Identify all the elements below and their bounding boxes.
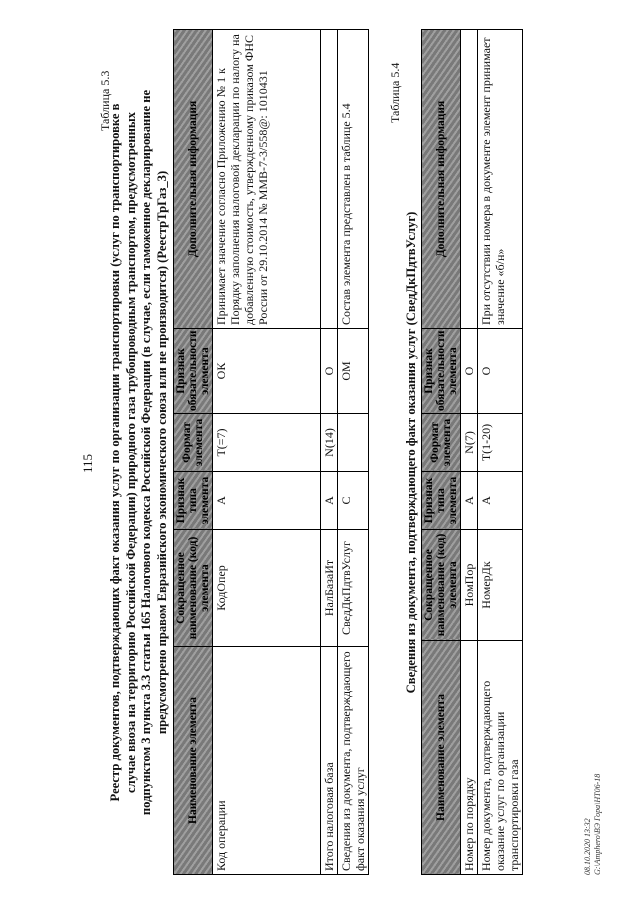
table-5-4 — [421, 29, 523, 875]
header-cell: Наименование элемента — [422, 641, 461, 875]
cell-name: Номер документа, подтверждающего оказание услуг по организации транспортировки газа — [478, 641, 523, 875]
cell-type: А — [478, 472, 523, 530]
header-cell: Дополнительная информация — [422, 30, 461, 329]
cell-format: N(7) — [461, 414, 478, 472]
table-header-row — [422, 30, 461, 875]
table-row — [321, 30, 338, 875]
header-cell: Признак типа элемента — [174, 472, 213, 530]
cell-required: О — [461, 329, 478, 414]
cell-code: НомПор — [461, 530, 478, 641]
cell-info: Принимает значение согласно Приложению № 1 к Порядку заполнения налоговой декларации по налогу на добавленную стоимость, утвержденному приказом ФНС России от 29.10.2014 № ММВ-7-3/558@: 1010431 — [213, 30, 321, 329]
cell-code: КодОпер — [213, 530, 321, 647]
title-line: подпунктом 3 пункта 3.3 статьи 165 Налогового кодекса Российской Федерации (в случае, если таможенное декларирование не — [139, 89, 153, 816]
cell-required: ОК — [213, 329, 321, 414]
table-row — [338, 30, 369, 875]
cell-type: А — [321, 472, 338, 530]
header-cell: Сокращенное наименование (код) элемента — [422, 530, 461, 641]
cell-required: О — [321, 329, 338, 414]
cell-name: Итого налоговая база — [321, 647, 338, 875]
header-cell: Формат элемента — [174, 414, 213, 472]
cell-type: С — [338, 472, 369, 530]
table-row — [213, 30, 321, 875]
header-cell: Наименование элемента — [174, 647, 213, 875]
table-row — [478, 30, 523, 875]
title-line: предусмотрено правом Евразийского экономического союза или не производится) (РеестрТрГаз_3) — [154, 170, 169, 735]
footer-path: G:\Amphero\ВЭ Гора\НТ06-18 — [593, 773, 602, 875]
table-header-row — [174, 30, 213, 875]
cell-code: НалБазаИт — [321, 530, 338, 647]
footer-stamp — [583, 774, 603, 875]
footer-date: 08.10.2020 13:32 — [583, 818, 592, 875]
table-5-3 — [173, 29, 369, 875]
header-cell: Формат элемента — [422, 414, 461, 472]
page-number: 115 — [80, 453, 95, 473]
table-5-3-title — [108, 30, 170, 875]
cell-format: N(14) — [321, 414, 338, 472]
header-cell: Сокращенное наименование (код) элемента — [174, 530, 213, 647]
cell-info: При отсутствии номера в документе элемент принимает значение «б/н» — [478, 30, 523, 329]
cell-type: А — [461, 472, 478, 530]
table-row — [461, 30, 478, 875]
title-line: случае ввоза на территорию Российской Федерации) природного газа трубопроводным транспортом, предусмотренных — [123, 112, 138, 793]
header-cell: Признак обязательности элемента — [174, 329, 213, 414]
table-5-3-caption: Таблица 5.3 — [98, 70, 112, 131]
cell-format: Т(=7) — [213, 414, 321, 472]
cell-info: Состав элемента представлен в таблице 5.4 — [338, 30, 369, 329]
cell-code: НомерДк — [478, 530, 523, 641]
title-line: Реестр документов, подтверждающих факт оказания услуг по организации транспортировки (услуг по транспортировке в — [108, 103, 122, 802]
cell-info — [321, 30, 338, 329]
cell-info — [461, 30, 478, 329]
cell-format: Т(1-20) — [478, 414, 523, 472]
header-cell: Дополнительная информация — [174, 30, 213, 329]
header-cell: Признак обязательности элемента — [422, 329, 461, 414]
cell-name: Номер по порядку — [461, 641, 478, 875]
cell-name: Сведения из документа, подтверждающего факт оказания услуг — [338, 647, 369, 875]
cell-name: Код операции — [213, 647, 321, 875]
table-5-4-caption: Таблица 5.4 — [388, 62, 402, 123]
cell-format — [338, 414, 369, 472]
cell-type: А — [213, 472, 321, 530]
table-5-4-title: Сведения из документа, подтверждающего факт оказания услуг (СведДкПдтвУслуг) — [404, 211, 418, 694]
cell-required: ОМ — [338, 329, 369, 414]
header-cell: Признак типа элемента — [422, 472, 461, 530]
cell-required: О — [478, 329, 523, 414]
cell-code: СведДкПдтвУслуг — [338, 530, 369, 647]
